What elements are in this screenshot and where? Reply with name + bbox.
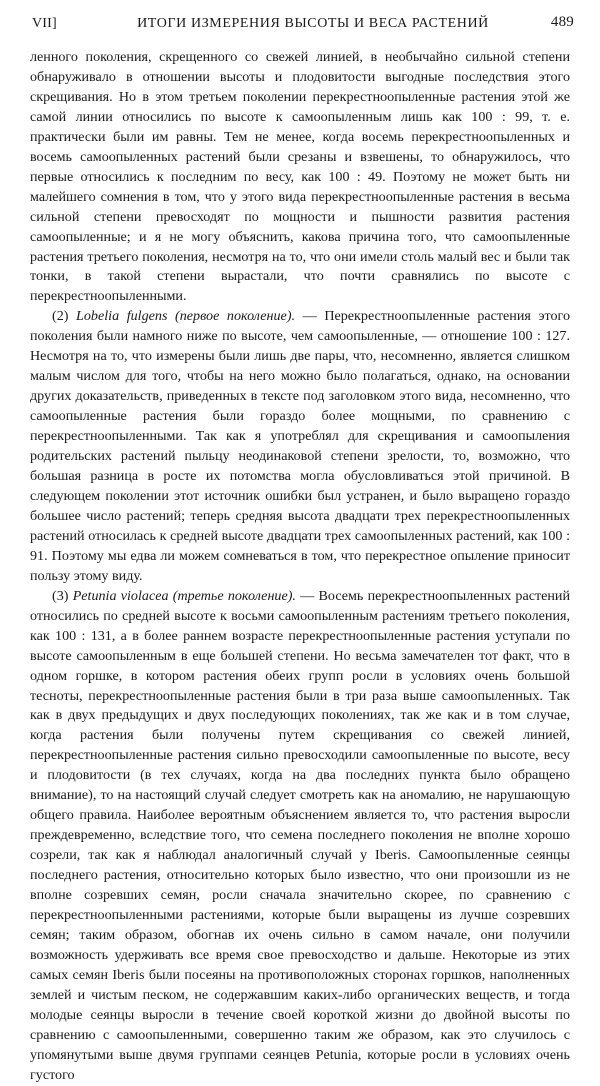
paragraph-text: — Перекрестноопыленные растения этого поколения были намного ниже по высоте, чем самоопыленные, — отношение 100 : 127. Несмотря на то, что измерены были лишь две пары, что, несомненно, является слишком малым числом для того, чтобы на него можно было полагаться, однако, на основании других доказательств, приведенных в тексте под заголовком этого вида, несомненно, что самоопыленные растения были гораздо более мощными, по сравнению с перекрестноопыленными. Так как я употреблял для скрещивания и самоопыления родительских растений пыльцу неодинаковой степени зрелости, то, возможно, что большая разница в росте их потомства могла обусловливаться этой причиной. В следующем поколении этот источник ошибки был устранен, и было выращено гораздо большее число растений; теперь средняя высота двадцати трех перекрестноопыленных растений относилась к средней высоте двадцати трех самоопыленных растений, как 100 : 91. Поэтому мы едва ли можем сомневаться в том, что перекрестное опыление приносит пользу этому виду. (30, 308, 570, 584)
generation-note: (третье поколение). (172, 587, 296, 604)
species-name: Lobelia fulgens (76, 308, 168, 325)
item-number: (3) (52, 587, 69, 604)
paragraph-lobelia (30, 307, 570, 586)
species-name: Petunia violacea (72, 587, 169, 604)
paragraph-continuation: ленного поколения, скрещенного со свежей линией, в необычайно сильной степени обнаруживало в отношении высоты и плодовитости выгодные последствия этого скрещивания. Но в этом третьем поколении перекрестноопыленные растения этой же самой линии относились по высоте к самоопыленным лишь как 100 : 99, т. е. практически были им равны. Тем не менее, когда восемь перекрестноопыленных и восемь самоопыленных растений были срезаны и взвешены, то обнаружилось, что первые относились к последним по весу, как 100 : 49. Поэтому не может быть ни малейшего сомнения в том, что у этого вида перекрестноопыленные растения в весьма сильной степени превосходят по мощности и пышности развития растения самоопыленные; и я не могу объяснить, какова причина того, что самоопыленные растения третьего поколения, несмотря на то, что они имели столь малый вес и были так тонки, в такой степени вырастали, что почти сравнялись по высоте с перекрестноопыленными. (30, 49, 570, 305)
paragraph-text: — Восемь перекрестноопыленных растений относились по средней высоте к восьми самоопыленным растениям третьего поколения, как 100 : 131, а в более раннем возрасте перекрестноопыленные растения уступали по высоте самоопыленным в еще большей степени. Но весьма замечателен тот факт, что в одном горшке, в котором растения обеих групп росли в условиях очень большой тесноты, перекрестноопыленные растения были в три раза выше самоопыленных. Так как в двух предыдущих и двух последующих поколениях, так же как и в том случае, когда растения были получены путем скрещивания со свежей линией, перекрестноопыленные растения сильно превосходили самоопыленные по высоте, весу и плодовитости (в тех случаях, когда на два последних пункта было обращено внимание), то на настоящий случай следует смотреть как на аномалию, не нарушающую общего правила. Наиболее вероятным объяснением является то, что растения выросли преждевременно, вследствие того, что семена последнего поколения не вполне хорошо созрели, так как я наблюдал аналогичный случай у Iberis. Самоопыленные сеянцы последнего растения, относительно которых было известно, что они произошли из не вполне созревших семян, росли сначала значительно скорее, по сравнению с перекрестноопыленными растениями, которые были выращены из лучше созревших семян; таким образом, обогнав их очень сильно в самом начале, они получили возможность удерживать все время свое превосходство и дальше. Некоторые из этих самых семян Iberis были посеяны на противоположных сторонах горшков, наполненных землей и чистым песком, не содержавшим каких-либо органических веществ, и тогда молодые сеянцы выросли в течение своей короткой жизни до двойной высоты по сравнению с самоопыленными, совершенно таким же образом, как это случилось с упомянутыми выше двумя группами сеянцев Petunia, которые росли в условиях очень густого (30, 587, 570, 1083)
item-number: (2) (52, 308, 69, 325)
paragraph-petunia (30, 587, 570, 1086)
running-title: ИТОГИ ИЗМЕРЕНИЯ ВЫСОТЫ И ВЕСА РАСТЕНИЙ (137, 16, 489, 31)
chapter-marker: VII] (32, 16, 57, 31)
running-header (32, 16, 574, 38)
generation-note: (первое поколение). (175, 308, 296, 325)
page-body (30, 48, 570, 1086)
page-number: 489 (550, 14, 574, 30)
